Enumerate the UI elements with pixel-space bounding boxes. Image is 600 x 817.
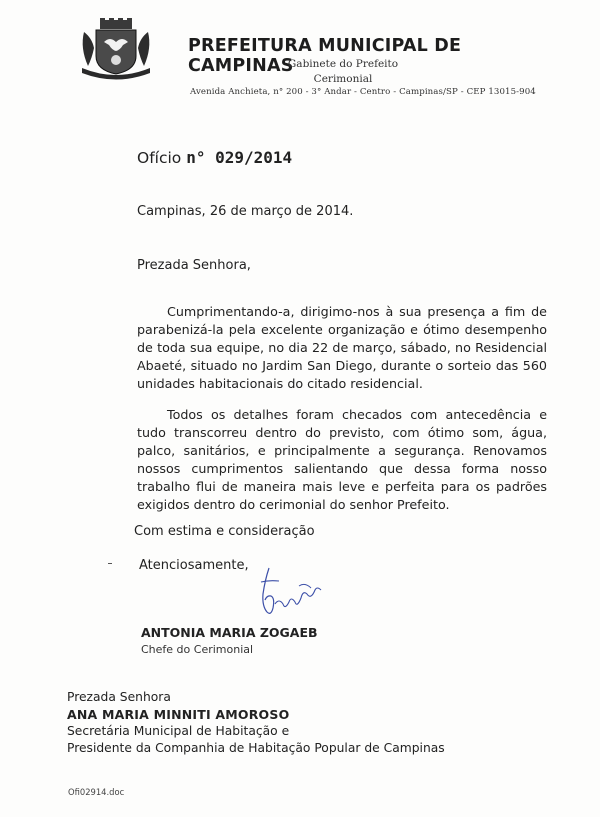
letter-salutation: Prezada Senhora, [137,258,251,273]
letter-date: Campinas, 26 de março de 2014. [137,204,354,219]
department-name: Cerimonial [313,73,373,85]
signer-title: Chefe do Cerimonial [141,643,254,656]
handwritten-signature [255,560,325,622]
recipient-role-2: Presidente da Companhia de Habitação Popular de Campinas [67,741,445,755]
sign-off: Atenciosamente, [139,558,249,573]
recipient-name: ANA MARIA MINNITI AMOROSO [67,707,290,722]
reference-number: n° 029/2014 [186,148,293,167]
letter-reference [137,148,292,167]
coat-of-arms-icon [78,18,154,80]
recipient-role-1: Secretária Municipal de Habitação e [67,724,290,738]
margin-mark [108,563,112,564]
closing-line: Com estima e consideração [134,524,315,539]
body-paragraph-2 [137,406,547,514]
letterhead-address: Avenida Anchieta, n° 200 - 3° Andar - Centro - Campinas/SP - CEP 13015-904 [190,87,536,97]
signer-name: ANTONIA MARIA ZOGAEB [141,625,318,640]
body-paragraph-1 [137,303,547,393]
office-name: Gabinete do Prefeito [287,58,399,70]
reference-prefix: Ofício [137,149,182,167]
organization-name: PREFEITURA MUNICIPAL DE CAMPINAS [188,36,462,76]
paragraph-2-text: Todos os detalhes foram checados com antecedência e tudo transcorreu dentro do previsto, com ótimo som, água, palco, sanitários, e principalmente a segurança. Renovamos nossos cumprimentos salientando que dessa forma nosso trabalho flui de maneira mais leve e perfeita para os padrões exigidos dentro do cerimonial do senhor Prefeito. [137,407,547,512]
recipient-salutation: Prezada Senhora [67,690,171,704]
paragraph-1-text: Cumprimentando-a, dirigimo-nos à sua presença a fim de parabenizá-la pela excelente organização e ótimo desempenho de toda sua equipe, no dia 22 de março, sábado, no Residencial Abaeté, situado no Jardim San Diego, durante o sorteio das 560 unidades habitacionais do citado residencial. [137,304,547,391]
document-file-name: Ofi02914.doc [68,787,125,797]
